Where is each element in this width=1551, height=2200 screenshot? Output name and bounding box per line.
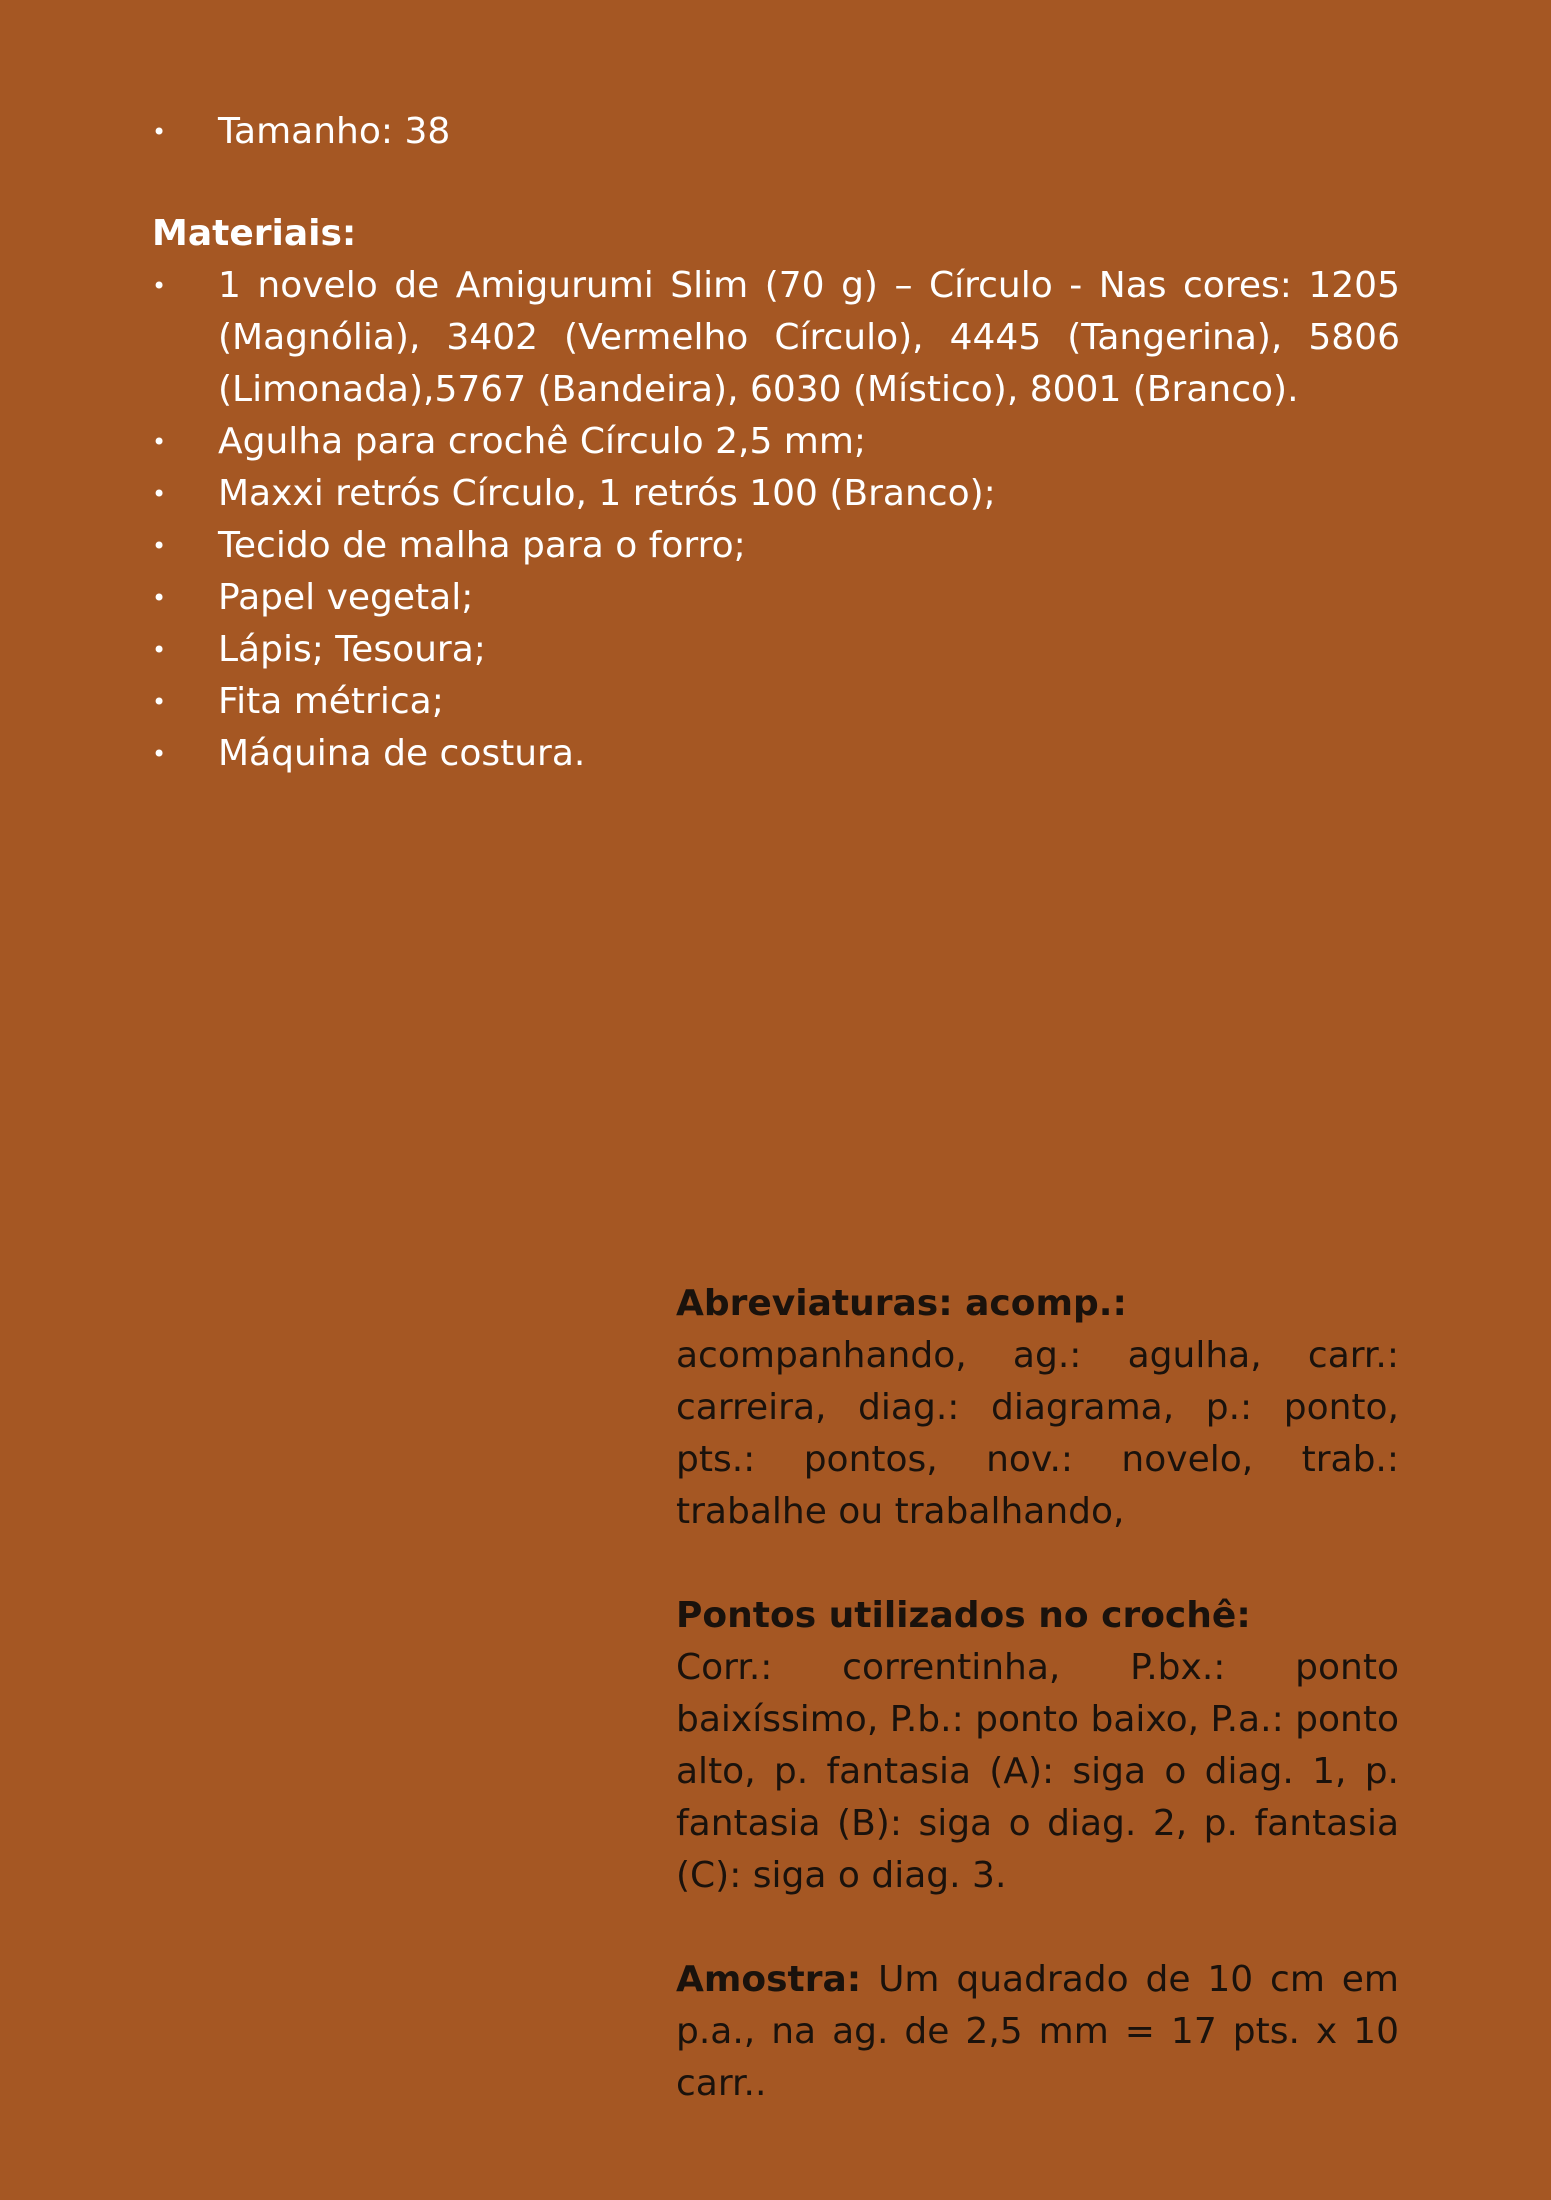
materials-item: • Máquina de costura. (152, 728, 1400, 780)
materials-item: • Maxxi retrós Círculo, 1 retrós 100 (Branco); (152, 468, 1400, 520)
sample-label: Amostra: (676, 1959, 862, 2000)
size-list (152, 106, 1400, 158)
materials-item: • Lápis; Tesoura; (152, 624, 1400, 676)
materials-item: • Agulha para crochê Círculo 2,5 mm; (152, 416, 1400, 468)
materials-item: • 1 novelo de Amigurumi Slim (70 g) – Círculo - Nas cores: 1205 (Magnólia), 3402 (Vermelho Círculo), 4445 (Tangerina), 5806 (Limonada),5767 (Bandeira), 6030 (Místico), 8001 (Branco). (152, 260, 1400, 416)
materials-item: • Tecido de malha para o forro; (152, 520, 1400, 572)
materials-item: • Papel vegetal; (152, 572, 1400, 624)
materials-list (152, 260, 1400, 780)
bottom-section (676, 1278, 1399, 2110)
abbreviations-heading: Abreviaturas: acomp.: (676, 1283, 1127, 1324)
sample-text: Um quadrado de 10 cm em p.a., na ag. de 2,5 mm = 17 pts. x 10 carr.. (676, 1959, 1399, 2104)
spacer (676, 1902, 1399, 1954)
top-section (152, 106, 1400, 780)
size-item: • Tamanho: 38 (152, 106, 1400, 158)
sample-paragraph (676, 1954, 1399, 2110)
stitches-text: Corr.: correntinha, P.bx.: ponto baixíssimo, P.b.: ponto baixo, P.a.: ponto alto, p. fantasia (A): siga o diag. 1, p. fantasia (B): siga o diag. 2, p. fantasia (C): siga o diag. 3. (676, 1647, 1399, 1896)
spacer (676, 1538, 1399, 1590)
materials-heading: Materiais: (152, 213, 357, 254)
abbreviations-text: acompanhando, ag.: agulha, carr.: carreira, diag.: diagrama, p.: ponto, pts.: pontos, nov.: novelo, trab.: trabalhe ou trabalhando, (676, 1335, 1399, 1532)
stitches-heading: Pontos utilizados no crochê: (676, 1595, 1251, 1636)
materials-item: • Fita métrica; (152, 676, 1400, 728)
